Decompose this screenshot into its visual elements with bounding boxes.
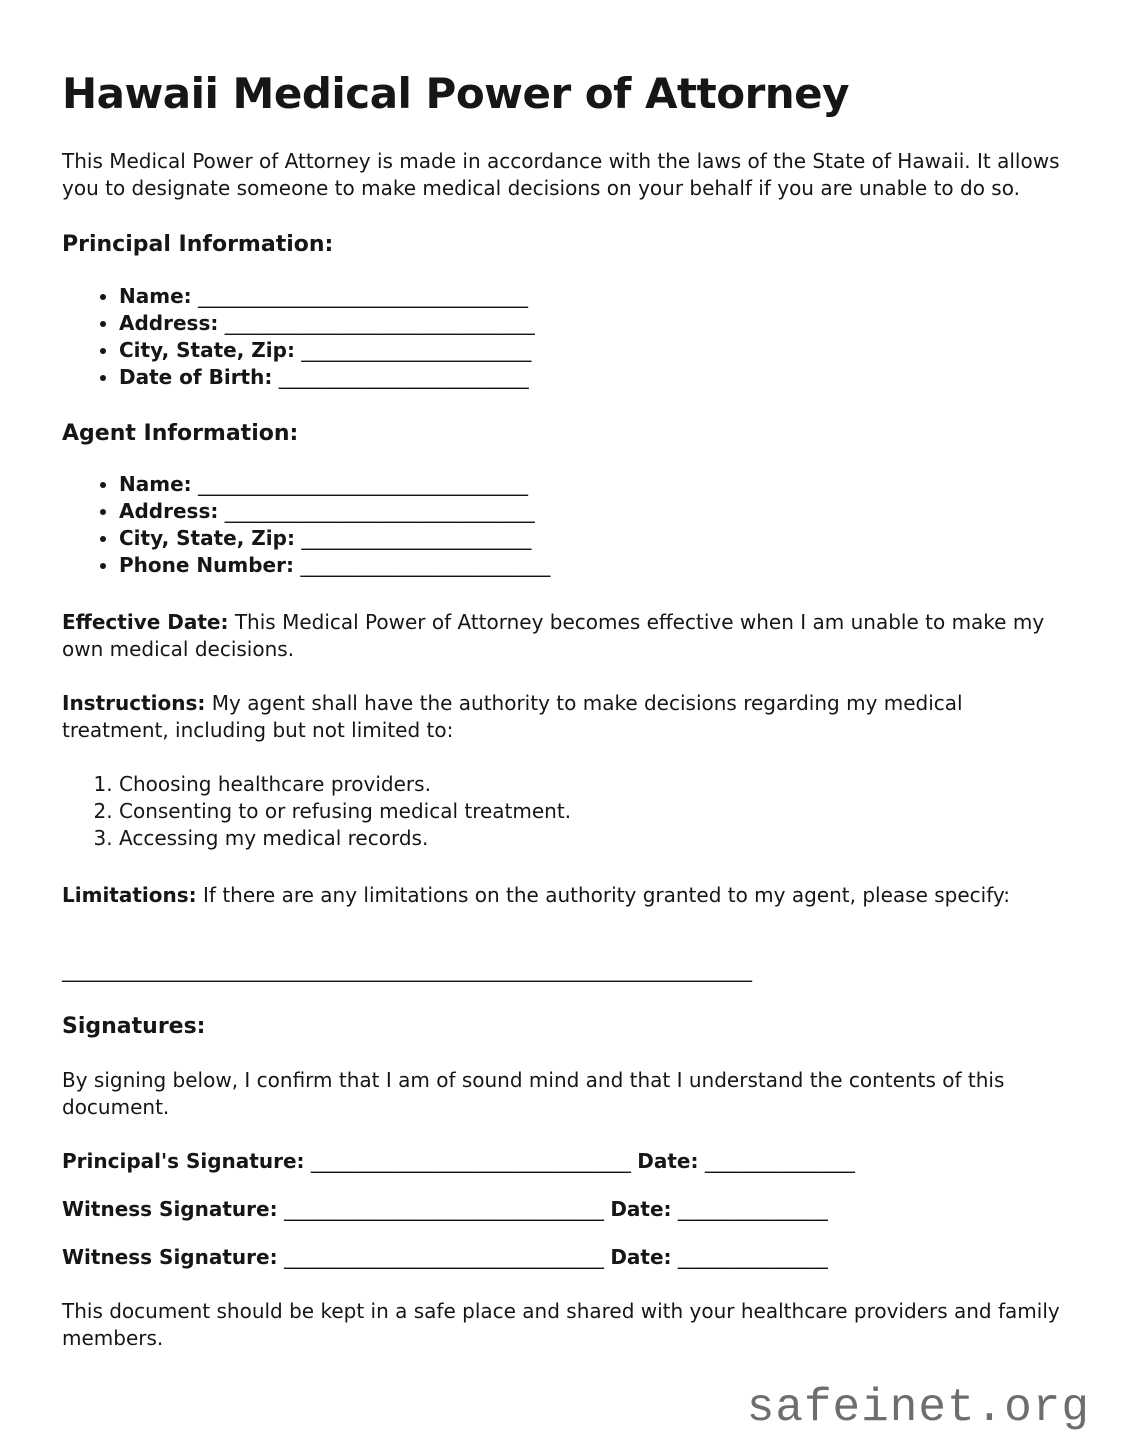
effective-date-text: This Medical Power of Attorney becomes effective when I am unable to make my own medical decisions.: [62, 610, 1045, 662]
list-item-principal-name: [119, 283, 1062, 310]
blank-fill-line: _______________________________: [224, 499, 535, 524]
blank-fill-line: _______________________: [301, 337, 532, 362]
blank-fill-line: _________________________: [278, 364, 529, 389]
date-label: Date:: [610, 1197, 672, 1222]
list-item-authority-3: 3. Accessing my medical records.: [119, 825, 1062, 852]
limitations-paragraph: [62, 882, 1062, 909]
field-label: Name:: [119, 283, 192, 308]
instructions-text: My agent shall have the authority to make decisions regarding my medical treatment, including but not limited to:: [62, 691, 963, 743]
field-label: Date of Birth:: [119, 364, 273, 389]
blank-fill-line: _______________________: [301, 526, 532, 551]
blank-fill-line: _________________________________: [198, 283, 528, 308]
witness-signature-row-2: [62, 1244, 1062, 1271]
date-label: Date:: [637, 1149, 699, 1174]
limitations-blank-line: _____________________________________________________________________: [62, 958, 752, 983]
principal-signature-row: [62, 1148, 1062, 1175]
field-label: City, State, Zip:: [119, 337, 295, 362]
watermark: safeinet.org: [746, 1382, 1090, 1434]
list-item-principal-date-of-birth: [119, 364, 1062, 391]
section-heading-principal-information: Principal Information:: [62, 232, 334, 258]
effective-date-label: Effective Date:: [62, 610, 229, 635]
field-label: Phone Number:: [119, 553, 294, 578]
list-item-agent-name: [119, 471, 1062, 498]
principal-info-list: [62, 283, 1062, 391]
list-item-principal-city-state-zip: [119, 337, 1062, 364]
list-item-agent-phone-number: [119, 552, 1062, 579]
list-item-agent-city-state-zip: [119, 525, 1062, 552]
list-item-agent-address: [119, 498, 1062, 525]
document-title: Hawaii Medical Power of Attorney: [62, 69, 850, 118]
effective-date-paragraph: [62, 609, 1062, 663]
field-label: City, State, Zip:: [119, 526, 295, 551]
list-item-authority-1: 1. Choosing healthcare providers.: [119, 771, 1062, 798]
limitations-label: Limitations:: [62, 883, 197, 908]
storage-advice-paragraph: This document should be kept in a safe place and shared with your healthcare providers and family members.: [62, 1299, 1060, 1351]
field-label: Address:: [119, 499, 219, 524]
signature-label: Witness Signature:: [62, 1245, 278, 1270]
limitations-text: If there are any limitations on the authority granted to my agent, please specify:: [203, 883, 1011, 908]
list-item-principal-address: [119, 310, 1062, 337]
signature-label: Witness Signature:: [62, 1197, 278, 1222]
blank-fill-line: _________________________: [300, 553, 551, 578]
field-label: Address:: [119, 310, 219, 335]
signature-fill-line: ________________________________: [283, 1197, 604, 1222]
signature-fill-line: ________________________________: [310, 1149, 631, 1174]
signature-affirmation-paragraph: By signing below, I confirm that I am of sound mind and that I understand the contents of this document.: [62, 1068, 1005, 1120]
instructions-list: [62, 771, 1062, 852]
signature-fill-line: ________________________________: [283, 1245, 604, 1270]
field-label: Name:: [119, 472, 192, 497]
date-fill-line: _______________: [677, 1197, 828, 1222]
signature-label: Principal's Signature:: [62, 1149, 305, 1174]
intro-paragraph: This Medical Power of Attorney is made in accordance with the laws of the State of Hawaii. It allows you to designate someone to make medical decisions on your behalf if you are unable to do so.: [62, 149, 1060, 201]
blank-fill-line: _________________________________: [198, 472, 528, 497]
instructions-paragraph: [62, 690, 1062, 744]
list-item-authority-2: 2. Consenting to or refusing medical treatment.: [119, 798, 1062, 825]
date-fill-line: _______________: [677, 1245, 828, 1270]
date-label: Date:: [610, 1245, 672, 1270]
section-heading-signatures: Signatures:: [62, 1014, 206, 1040]
instructions-label: Instructions:: [62, 691, 206, 716]
witness-signature-row-1: [62, 1196, 1062, 1223]
agent-info-list: [62, 471, 1062, 579]
section-heading-agent-information: Agent Information:: [62, 420, 299, 446]
date-fill-line: _______________: [704, 1149, 855, 1174]
blank-fill-line: _______________________________: [224, 310, 535, 335]
